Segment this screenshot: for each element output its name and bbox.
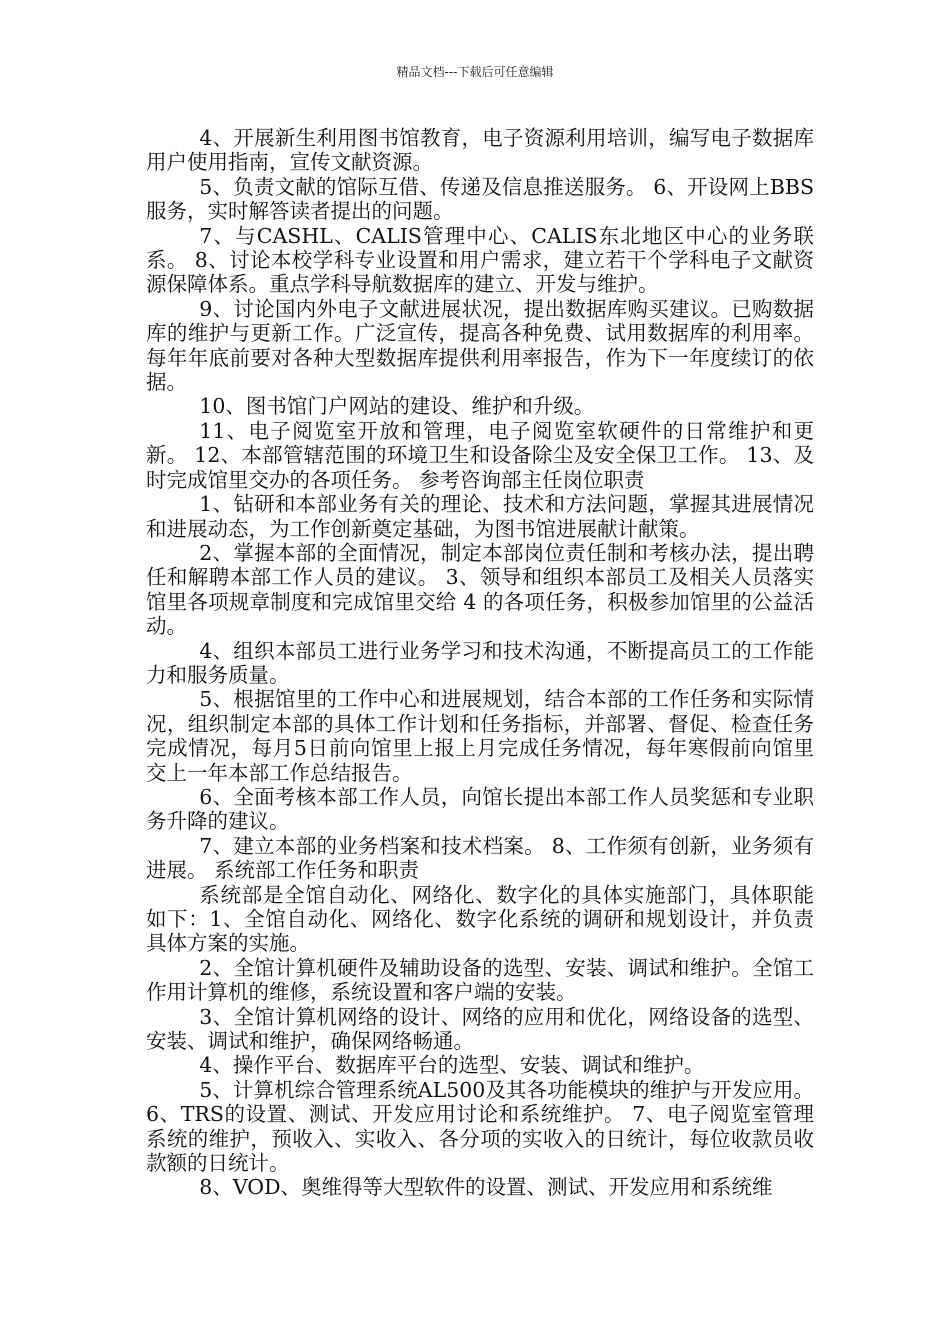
paragraph: 7、建立本部的业务档案和技术档案。 8、工作须有创新，业务须有进展。 系统部工作任务和职责 xyxy=(146,833,814,883)
paragraph: 4、开展新生利用图书馆教育，电子资源利用培训，编写电子数据库用户使用指南，宣传文献资源。 xyxy=(146,126,814,175)
paragraph: 2、掌握本部的全面情况，制定本部岗位责任制和考核办法，提出聘任和解聘本部工作人员的建议。 3、领导和组织本部员工及相关人员落实馆里各项规章制度和完成馆里交给 4 的各项任务，积极参加馆里的公益活动。 xyxy=(146,540,814,639)
paragraph: 5、根据馆里的工作中心和进展规划，结合本部的工作任务和实际情况，组织制定本部的具体工作计划和任务指标，并部署、督促、检查任务完成情况，每月5日前向馆里上报上月完成任务情况，每年寒假前向馆里交上一年本部工作总结报告。 xyxy=(146,687,814,785)
paragraph: 4、操作平台、数据库平台的选型、安装、调试和维护。 xyxy=(199,1053,705,1078)
paragraph: 9、讨论国内外电子文献进展状况，提出数据库购买建议。已购数据库的维护与更新工作。广泛宣传，提高各种免费、试用数据库的利用率。每年年底前要对各种大型数据库提供利用率报告，作为下一年度续订的依据。 xyxy=(146,296,814,395)
paragraph: 11、电子阅览室开放和管理，电子阅览室软硬件的日常维护和更新。 12、本部管辖范围的环境卫生和设备除尘及安全保卫工作。 13、及时完成馆里交办的各项任务。 参考咨询部主任岗位职责 xyxy=(146,418,814,492)
paragraph: 7、与CASHL、CALIS管理中心、CALIS东北地区中心的业务联系。 8、讨论本校学科专业设置和用户需求，建立若干个学科电子文献资源保障体系。重点学科导航数据库的建立、开发与维护。 xyxy=(146,223,814,297)
paragraph: 4、组织本部员工进行业务学习和技术沟通，不断提高员工的工作能力和服务质量。 xyxy=(146,638,814,687)
page-header: 精品文档---下载后可任意编辑 xyxy=(396,65,554,79)
paragraph: 5、负责文献的馆际互借、传递及信息推送服务。 6、开设网上BBS服务，实时解答读者提出的问题。 xyxy=(146,174,814,224)
paragraph: 8、VOD、奥维得等大型软件的设置、测试、开发应用和系统维 xyxy=(199,1175,773,1200)
paragraph: 系统部是全馆自动化、网络化、数字化的具体实施部门，具体职能如下：1、全馆自动化、网络化、数字化系统的调研和规划设计，并负责具体方案的实施。 xyxy=(146,882,814,956)
document-body xyxy=(146,126,814,1200)
paragraph: 2、全馆计算机硬件及辅助设备的选型、安装、调试和维护。全馆工作用计算机的维修，系统设置和客户端的安装。 xyxy=(146,955,814,1005)
paragraph: 10、图书馆门户网站的建设、维护和升级。 xyxy=(199,394,595,419)
paragraph: 5、计算机综合管理系统AL500及其各功能模块的维护与开发应用。 6、TRS的设置、测试、开发应用讨论和系统维护。 7、电子阅览室管理系统的维护，预收入、实收入、各分项的实收入的日统计，每位收款员收款额的日统计。 xyxy=(146,1077,814,1176)
paragraph: 1、钻研和本部业务有关的理论、技术和方法问题，掌握其进展情况和进展动态，为工作创新奠定基础，为图书馆进展献计献策。 xyxy=(146,492,814,541)
paragraph: 3、全馆计算机网络的设计、网络的应用和优化，网络设备的选型、安装、调试和维护，确保网络畅通。 xyxy=(146,1004,814,1054)
paragraph: 6、全面考核本部工作人员，向馆长提出本部工作人员奖惩和专业职务升降的建议。 xyxy=(146,784,814,834)
